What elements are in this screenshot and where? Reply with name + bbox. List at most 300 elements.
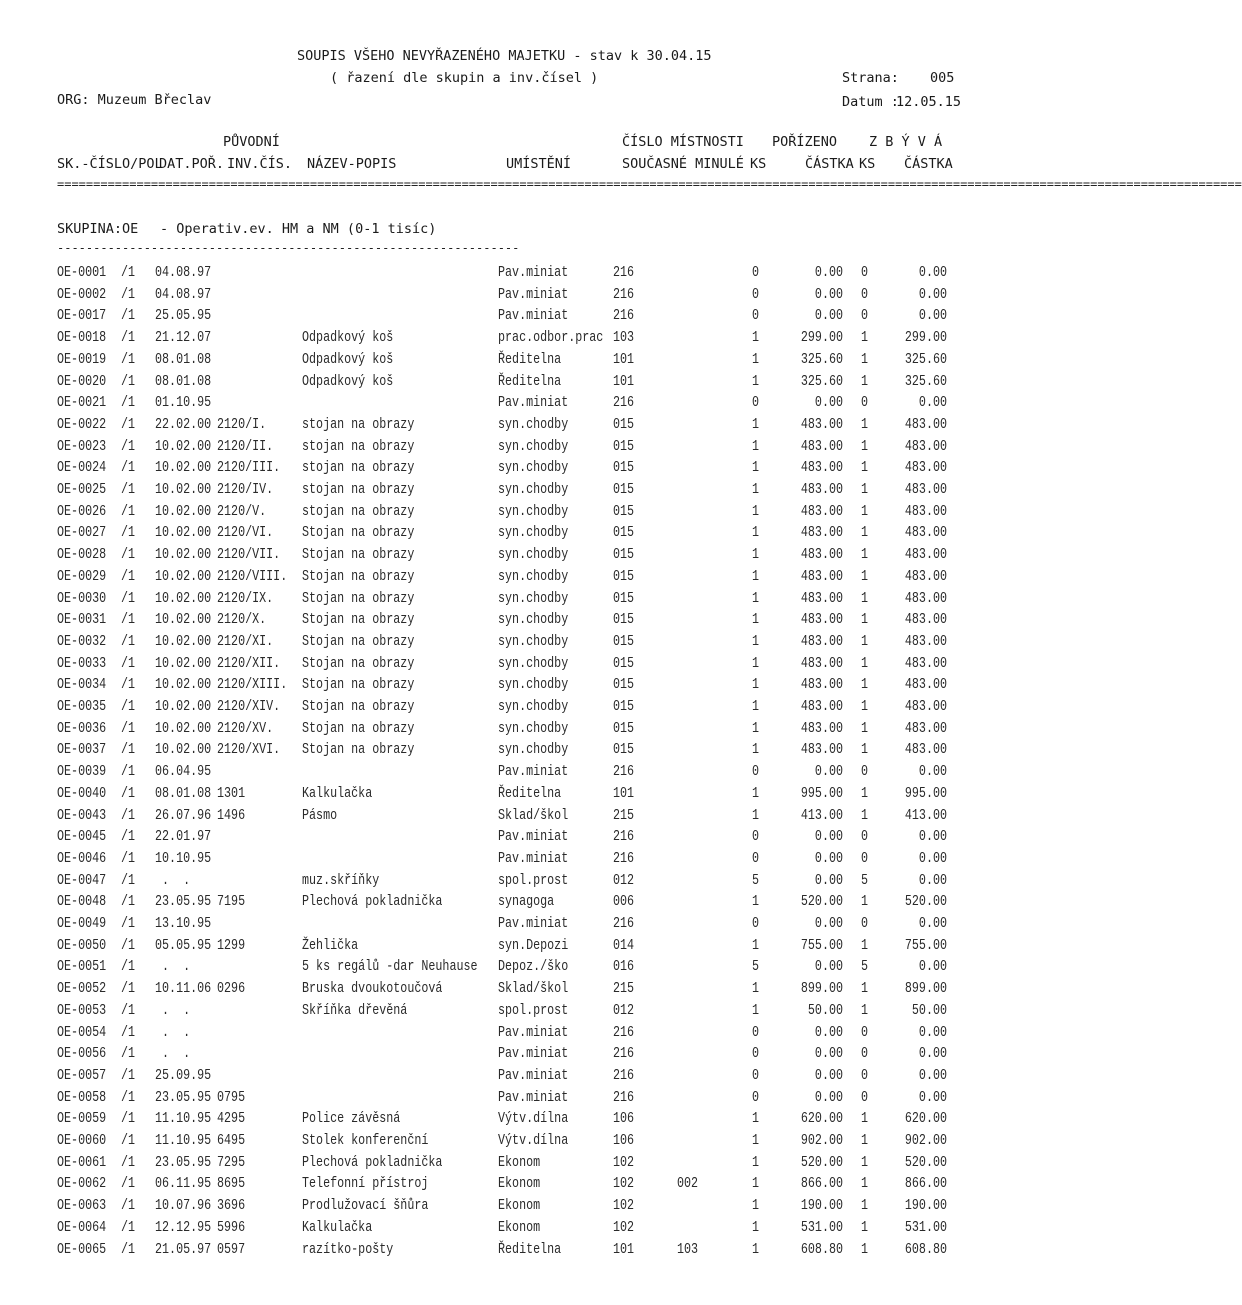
col-header-umisteni: UMÍSTĚNÍ xyxy=(506,156,572,172)
quantity-remaining: 1 xyxy=(861,1218,869,1236)
asset-pol: /1 xyxy=(121,784,136,802)
acquisition-date: 21.05.97 xyxy=(155,1240,212,1258)
acquisition-date: 10.02.00 xyxy=(155,719,212,737)
asset-code: OE-0063 xyxy=(57,1197,107,1215)
amount-acquired: 0.00 xyxy=(814,1023,843,1041)
table-row xyxy=(0,848,960,869)
room-current: 015 xyxy=(613,632,635,650)
room-current: 015 xyxy=(613,481,635,498)
asset-code: OE-0035 xyxy=(57,698,107,715)
amount-remaining: 899.00 xyxy=(904,980,947,998)
col-header-puvodni: PŮVODNÍ xyxy=(223,134,280,150)
asset-code: OE-0039 xyxy=(57,763,107,781)
asset-name: Skříňka dřevěná xyxy=(302,1001,408,1019)
asset-name: Plechová pokladnička xyxy=(302,893,443,911)
asset-location: Pav.miniat xyxy=(498,915,569,932)
room-current: 216 xyxy=(613,285,635,303)
acquisition-date: 25.05.95 xyxy=(155,307,212,325)
group-code: OE xyxy=(122,221,139,237)
amount-remaining: 0.00 xyxy=(918,915,947,932)
amount-remaining: 620.00 xyxy=(904,1110,947,1128)
asset-location: syn.chodby xyxy=(498,611,569,629)
asset-location: Pav.miniat xyxy=(498,264,569,281)
amount-acquired: 0.00 xyxy=(814,763,843,781)
asset-code: OE-0043 xyxy=(57,806,107,824)
amount-acquired: 413.00 xyxy=(800,806,843,824)
amount-acquired: 902.00 xyxy=(800,1132,843,1149)
amount-acquired: 0.00 xyxy=(814,285,843,303)
room-current: 216 xyxy=(613,1023,635,1041)
table-row xyxy=(0,805,960,826)
original-inventory-number: 2120/X. xyxy=(217,611,267,629)
quantity-acquired: 1 xyxy=(752,676,760,694)
amount-remaining: 483.00 xyxy=(904,415,947,433)
asset-code: OE-0024 xyxy=(57,459,107,477)
acquisition-date: 10.02.00 xyxy=(155,741,212,759)
table-row xyxy=(0,826,960,847)
amount-remaining: 995.00 xyxy=(904,784,947,802)
asset-pol: /1 xyxy=(121,394,136,412)
acquisition-date: 04.08.97 xyxy=(155,264,212,281)
quantity-acquired: 1 xyxy=(752,632,760,650)
quantity-remaining: 1 xyxy=(861,546,869,564)
asset-name: stojan na obrazy xyxy=(302,437,415,455)
acquisition-date: . . xyxy=(155,958,191,976)
amount-remaining: 0.00 xyxy=(918,828,947,846)
room-current: 015 xyxy=(613,698,635,715)
amount-acquired: 0.00 xyxy=(814,1066,843,1084)
asset-location: Pav.miniat xyxy=(498,1023,569,1041)
quantity-remaining: 1 xyxy=(861,481,869,498)
asset-pol: /1 xyxy=(121,1175,136,1193)
acquisition-date: 13.10.95 xyxy=(155,915,212,932)
quantity-remaining: 1 xyxy=(861,437,869,455)
group-label: SKUPINA: xyxy=(57,221,123,237)
amount-remaining: 902.00 xyxy=(904,1132,947,1149)
original-inventory-number: 6495 xyxy=(217,1132,246,1149)
asset-code: OE-0060 xyxy=(57,1132,107,1149)
quantity-acquired: 1 xyxy=(752,741,760,759)
report-subtitle: ( řazení dle skupin a inv.čísel ) xyxy=(330,70,599,86)
asset-pol: /1 xyxy=(121,372,136,390)
amount-remaining: 0.00 xyxy=(918,1066,947,1084)
amount-acquired: 755.00 xyxy=(800,936,843,954)
room-current: 216 xyxy=(613,307,635,325)
amount-acquired: 483.00 xyxy=(800,741,843,759)
table-row xyxy=(0,1195,960,1216)
asset-name: Prodlužovací šňůra xyxy=(302,1197,429,1215)
asset-code: OE-0051 xyxy=(57,958,107,976)
quantity-remaining: 1 xyxy=(861,524,869,542)
asset-code: OE-0002 xyxy=(57,285,107,303)
original-inventory-number: 1301 xyxy=(217,784,246,802)
asset-location: syn.chodby xyxy=(498,741,569,759)
table-row xyxy=(0,544,960,565)
asset-name: Stojan na obrazy xyxy=(302,698,415,715)
room-current: 015 xyxy=(613,459,635,477)
amount-acquired: 483.00 xyxy=(800,632,843,650)
table-row xyxy=(0,696,960,717)
asset-name: Stojan na obrazy xyxy=(302,676,415,694)
quantity-remaining: 1 xyxy=(861,415,869,433)
room-current: 215 xyxy=(613,980,635,998)
quantity-acquired: 1 xyxy=(752,1197,760,1215)
asset-code: OE-0019 xyxy=(57,350,107,368)
amount-remaining: 483.00 xyxy=(904,481,947,498)
asset-code: OE-0048 xyxy=(57,893,107,911)
room-previous: 103 xyxy=(677,1240,699,1258)
col-header-cislo-mistnosti: ČÍSLO MÍSTNOSTI xyxy=(622,134,744,150)
room-current: 015 xyxy=(613,524,635,542)
amount-acquired: 0.00 xyxy=(814,849,843,867)
room-current: 216 xyxy=(613,915,635,932)
amount-acquired: 0.00 xyxy=(814,264,843,281)
quantity-acquired: 1 xyxy=(752,372,760,390)
amount-remaining: 483.00 xyxy=(904,459,947,477)
asset-location: syn.chodby xyxy=(498,502,569,520)
asset-code: OE-0050 xyxy=(57,936,107,954)
room-current: 216 xyxy=(613,828,635,846)
amount-remaining: 325.60 xyxy=(904,372,947,390)
asset-name: stojan na obrazy xyxy=(302,502,415,520)
quantity-remaining: 1 xyxy=(861,459,869,477)
acquisition-date: 10.02.00 xyxy=(155,437,212,455)
asset-code: OE-0054 xyxy=(57,1023,107,1041)
quantity-acquired: 1 xyxy=(752,1240,760,1258)
quantity-remaining: 0 xyxy=(861,264,869,281)
asset-location: Depoz./ško xyxy=(498,958,569,976)
acquisition-date: 05.05.95 xyxy=(155,936,212,954)
room-current: 102 xyxy=(613,1175,635,1193)
asset-location: Pav.miniat xyxy=(498,394,569,412)
table-row xyxy=(0,956,960,977)
col-header-nazev-popis: NÁZEV-POPIS xyxy=(307,156,397,172)
amount-acquired: 483.00 xyxy=(800,546,843,564)
table-row xyxy=(0,588,960,609)
amount-remaining: 0.00 xyxy=(918,849,947,867)
asset-code: OE-0064 xyxy=(57,1218,107,1236)
room-current: 015 xyxy=(613,741,635,759)
original-inventory-number: 2120/II. xyxy=(217,437,274,455)
acquisition-date: 10.02.00 xyxy=(155,524,212,542)
quantity-acquired: 0 xyxy=(752,828,760,846)
amount-acquired: 483.00 xyxy=(800,676,843,694)
quantity-acquired: 1 xyxy=(752,567,760,585)
asset-code: OE-0056 xyxy=(57,1045,107,1063)
table-row xyxy=(0,1043,960,1064)
asset-code: OE-0049 xyxy=(57,915,107,932)
acquisition-date: 06.11.95 xyxy=(155,1175,212,1193)
asset-pol: /1 xyxy=(121,849,136,867)
asset-location: syn.chodby xyxy=(498,546,569,564)
asset-code: OE-0058 xyxy=(57,1088,107,1106)
amount-remaining: 531.00 xyxy=(904,1218,947,1236)
original-inventory-number: 2120/XI. xyxy=(217,632,274,650)
table-row xyxy=(0,783,960,804)
acquisition-date: 22.01.97 xyxy=(155,828,212,846)
table-row xyxy=(0,1108,960,1129)
asset-code: OE-0059 xyxy=(57,1110,107,1128)
room-current: 015 xyxy=(613,502,635,520)
quantity-acquired: 1 xyxy=(752,806,760,824)
amount-acquired: 190.00 xyxy=(800,1197,843,1215)
amount-acquired: 0.00 xyxy=(814,1045,843,1063)
original-inventory-number: 2120/VII. xyxy=(217,546,281,564)
amount-acquired: 483.00 xyxy=(800,459,843,477)
report-date: 12.05.15 xyxy=(896,94,962,110)
asset-name: Stojan na obrazy xyxy=(302,524,415,542)
quantity-acquired: 1 xyxy=(752,936,760,954)
amount-acquired: 299.00 xyxy=(800,329,843,347)
asset-pol: /1 xyxy=(121,350,136,368)
quantity-acquired: 1 xyxy=(752,654,760,672)
quantity-acquired: 1 xyxy=(752,546,760,564)
original-inventory-number: 8695 xyxy=(217,1175,246,1193)
acquisition-date: 10.02.00 xyxy=(155,654,212,672)
asset-name: muz.skříňky xyxy=(302,871,380,889)
acquisition-date: 10.11.06 xyxy=(155,980,212,998)
amount-acquired: 325.60 xyxy=(800,350,843,368)
quantity-acquired: 1 xyxy=(752,524,760,542)
room-current: 102 xyxy=(613,1218,635,1236)
quantity-remaining: 0 xyxy=(861,1045,869,1063)
original-inventory-number: 7295 xyxy=(217,1153,246,1171)
room-current: 012 xyxy=(613,871,635,889)
table-row xyxy=(0,501,960,522)
asset-location: syn.chodby xyxy=(498,481,569,498)
table-row xyxy=(0,739,960,760)
col-header-dat-por: DAT.POŘ. xyxy=(159,156,225,172)
asset-code: OE-0033 xyxy=(57,654,107,672)
quantity-acquired: 0 xyxy=(752,285,760,303)
col-header-ks-remaining: KS xyxy=(859,156,876,172)
quantity-remaining: 1 xyxy=(861,611,869,629)
asset-location: Pav.miniat xyxy=(498,849,569,867)
acquisition-date: . . xyxy=(155,1001,191,1019)
asset-pol: /1 xyxy=(121,1001,136,1019)
amount-acquired: 0.00 xyxy=(814,828,843,846)
asset-name: Stojan na obrazy xyxy=(302,654,415,672)
table-row xyxy=(0,1000,960,1021)
amount-remaining: 483.00 xyxy=(904,741,947,759)
asset-location: syn.chodby xyxy=(498,589,569,607)
quantity-acquired: 1 xyxy=(752,415,760,433)
acquisition-date: 11.10.95 xyxy=(155,1110,212,1128)
amount-acquired: 483.00 xyxy=(800,415,843,433)
original-inventory-number: 3696 xyxy=(217,1197,246,1215)
asset-name: Stolek konferenční xyxy=(302,1132,429,1149)
acquisition-date: 23.05.95 xyxy=(155,1088,212,1106)
asset-location: Pav.miniat xyxy=(498,307,569,325)
room-current: 015 xyxy=(613,676,635,694)
asset-name: Stojan na obrazy xyxy=(302,546,415,564)
quantity-remaining: 1 xyxy=(861,567,869,585)
asset-name: Stojan na obrazy xyxy=(302,611,415,629)
asset-code: OE-0027 xyxy=(57,524,107,542)
asset-name: Žehlička xyxy=(302,936,359,954)
acquisition-date: 10.02.00 xyxy=(155,567,212,585)
asset-location: Sklad/škol xyxy=(498,806,569,824)
amount-remaining: 0.00 xyxy=(918,1045,947,1063)
amount-acquired: 483.00 xyxy=(800,481,843,498)
table-row xyxy=(0,371,960,392)
amount-remaining: 325.60 xyxy=(904,350,947,368)
room-current: 012 xyxy=(613,1001,635,1019)
table-row xyxy=(0,1065,960,1086)
acquisition-date: 21.12.07 xyxy=(155,329,212,347)
acquisition-date: 08.01.08 xyxy=(155,372,212,390)
acquisition-date: 10.02.00 xyxy=(155,502,212,520)
quantity-remaining: 0 xyxy=(861,763,869,781)
table-row xyxy=(0,414,960,435)
asset-pol: /1 xyxy=(121,893,136,911)
table-row xyxy=(0,457,960,478)
quantity-acquired: 1 xyxy=(752,350,760,368)
amount-remaining: 413.00 xyxy=(904,806,947,824)
asset-location: Ekonom xyxy=(498,1153,541,1171)
original-inventory-number: 2120/III. xyxy=(217,459,281,477)
room-current: 106 xyxy=(613,1132,635,1149)
quantity-remaining: 1 xyxy=(861,980,869,998)
quantity-acquired: 1 xyxy=(752,611,760,629)
amount-acquired: 520.00 xyxy=(800,1153,843,1171)
original-inventory-number: 2120/XIII. xyxy=(217,676,288,694)
asset-location: Ředitelna xyxy=(498,784,562,802)
amount-remaining: 483.00 xyxy=(904,437,947,455)
asset-code: OE-0017 xyxy=(57,307,107,325)
amount-acquired: 899.00 xyxy=(800,980,843,998)
asset-pol: /1 xyxy=(121,763,136,781)
amount-acquired: 50.00 xyxy=(807,1001,843,1019)
asset-pol: /1 xyxy=(121,936,136,954)
amount-remaining: 483.00 xyxy=(904,589,947,607)
acquisition-date: 11.10.95 xyxy=(155,1132,212,1149)
quantity-acquired: 1 xyxy=(752,698,760,715)
amount-acquired: 483.00 xyxy=(800,524,843,542)
quantity-acquired: 1 xyxy=(752,1110,760,1128)
asset-name: stojan na obrazy xyxy=(302,481,415,498)
acquisition-date: . . xyxy=(155,1045,191,1063)
amount-remaining: 483.00 xyxy=(904,567,947,585)
col-header-soucasne-minule: SOUČASNÉ MINULÉ xyxy=(622,156,744,172)
amount-remaining: 866.00 xyxy=(904,1175,947,1193)
original-inventory-number: 2120/XV. xyxy=(217,719,274,737)
asset-name: stojan na obrazy xyxy=(302,459,415,477)
quantity-acquired: 0 xyxy=(752,915,760,932)
quantity-remaining: 1 xyxy=(861,784,869,802)
asset-code: OE-0034 xyxy=(57,676,107,694)
original-inventory-number: 2120/VIII. xyxy=(217,567,288,585)
amount-remaining: 483.00 xyxy=(904,546,947,564)
asset-location: syn.chodby xyxy=(498,676,569,694)
room-current: 216 xyxy=(613,394,635,412)
room-current: 015 xyxy=(613,567,635,585)
asset-pol: /1 xyxy=(121,958,136,976)
quantity-remaining: 1 xyxy=(861,1110,869,1128)
acquisition-date: 10.02.00 xyxy=(155,698,212,715)
amount-remaining: 520.00 xyxy=(904,893,947,911)
quantity-remaining: 1 xyxy=(861,502,869,520)
acquisition-date: 12.12.95 xyxy=(155,1218,212,1236)
original-inventory-number: 2120/I. xyxy=(217,415,267,433)
quantity-acquired: 0 xyxy=(752,307,760,325)
asset-pol: /1 xyxy=(121,307,136,325)
amount-acquired: 483.00 xyxy=(800,654,843,672)
asset-pol: /1 xyxy=(121,285,136,303)
amount-remaining: 50.00 xyxy=(911,1001,947,1019)
asset-pol: /1 xyxy=(121,481,136,498)
quantity-remaining: 1 xyxy=(861,372,869,390)
original-inventory-number: 0597 xyxy=(217,1240,246,1258)
table-row xyxy=(0,1239,960,1260)
original-inventory-number: 1299 xyxy=(217,936,246,954)
asset-pol: /1 xyxy=(121,1088,136,1106)
asset-location: syn.chodby xyxy=(498,459,569,477)
col-header-castka-acquired: ČÁSTKA xyxy=(805,156,854,172)
asset-location: Pav.miniat xyxy=(498,763,569,781)
original-inventory-number: 7195 xyxy=(217,893,246,911)
quantity-acquired: 1 xyxy=(752,1001,760,1019)
asset-location: Výtv.dílna xyxy=(498,1110,569,1128)
acquisition-date: 06.04.95 xyxy=(155,763,212,781)
asset-pol: /1 xyxy=(121,589,136,607)
asset-pol: /1 xyxy=(121,611,136,629)
quantity-remaining: 1 xyxy=(861,676,869,694)
asset-name: Telefonní přístroj xyxy=(302,1175,429,1193)
asset-code: OE-0029 xyxy=(57,567,107,585)
room-current: 015 xyxy=(613,611,635,629)
room-current: 216 xyxy=(613,1045,635,1063)
col-header-inv-cis: INV.ČÍS. xyxy=(227,156,293,172)
table-row xyxy=(0,1173,960,1194)
table-row xyxy=(0,1217,960,1238)
asset-name: Stojan na obrazy xyxy=(302,589,415,607)
asset-pol: /1 xyxy=(121,915,136,932)
col-header-ks-acquired: KS xyxy=(750,156,767,172)
asset-code: OE-0032 xyxy=(57,632,107,650)
quantity-remaining: 0 xyxy=(861,1066,869,1084)
room-current: 015 xyxy=(613,415,635,433)
asset-pol: /1 xyxy=(121,567,136,585)
quantity-remaining: 1 xyxy=(861,1197,869,1215)
quantity-remaining: 0 xyxy=(861,849,869,867)
acquisition-date: 25.09.95 xyxy=(155,1066,212,1084)
asset-location: spol.prost xyxy=(498,1001,569,1019)
asset-location: Pav.miniat xyxy=(498,1066,569,1084)
asset-pol: /1 xyxy=(121,741,136,759)
asset-name: Pásmo xyxy=(302,806,338,824)
asset-name: Stojan na obrazy xyxy=(302,567,415,585)
asset-location: Ředitelna xyxy=(498,372,562,390)
acquisition-date: 01.10.95 xyxy=(155,394,212,412)
asset-location: synagoga xyxy=(498,893,555,911)
asset-code: OE-0001 xyxy=(57,264,107,281)
amount-acquired: 483.00 xyxy=(800,719,843,737)
amount-remaining: 299.00 xyxy=(904,329,947,347)
original-inventory-number: 2120/V. xyxy=(217,502,267,520)
asset-location: spol.prost xyxy=(498,871,569,889)
room-current: 101 xyxy=(613,1240,635,1258)
quantity-acquired: 1 xyxy=(752,437,760,455)
asset-location: Výtv.dílna xyxy=(498,1132,569,1149)
asset-location: Sklad/škol xyxy=(498,980,569,998)
asset-name: Plechová pokladnička xyxy=(302,1153,443,1171)
quantity-acquired: 0 xyxy=(752,1066,760,1084)
asset-location: syn.chodby xyxy=(498,632,569,650)
table-row xyxy=(0,653,960,674)
quantity-acquired: 0 xyxy=(752,394,760,412)
original-inventory-number: 2120/XII. xyxy=(217,654,281,672)
